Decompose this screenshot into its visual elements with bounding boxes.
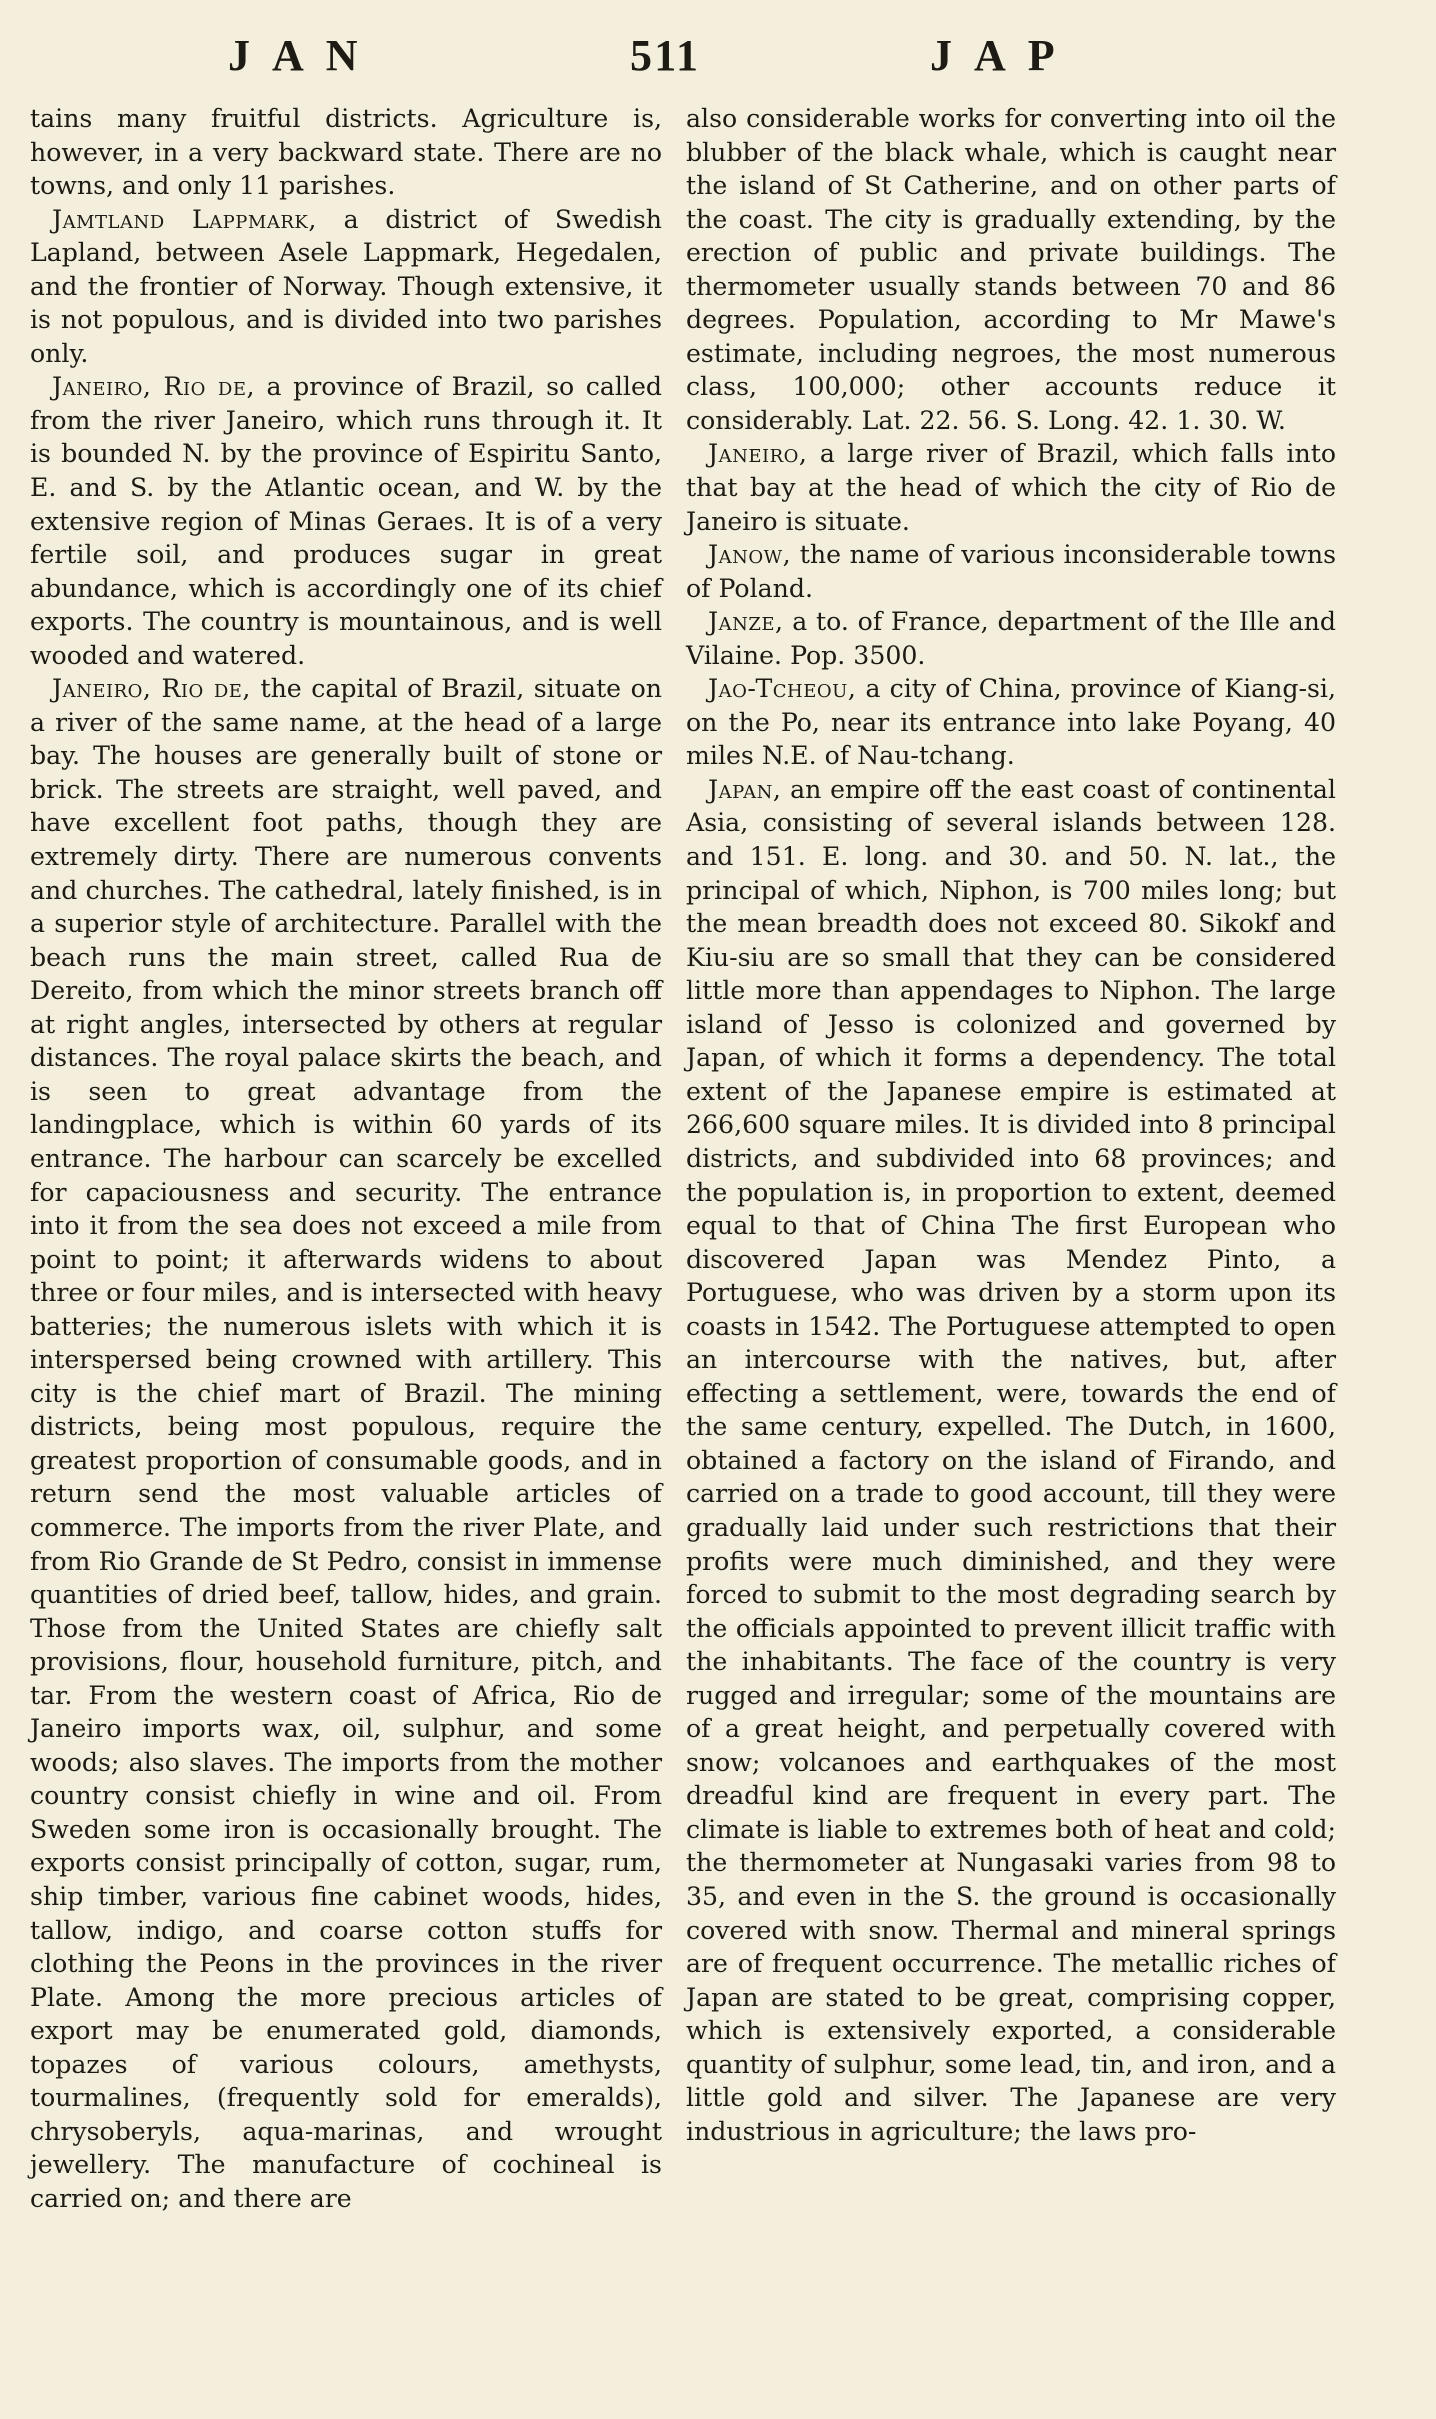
entry-headword: Jao-Tcheou, — [708, 674, 857, 704]
entry-text: a district of Swedish Lapland, between Asele Lappmark, Hegedalen, and the frontier of Norway. Though extensive, it is not populous, and is divided into two parishes only. — [30, 204, 662, 368]
entry-text: a large river of Brazil, which falls into that bay at the head of which the city of Rio de Janeiro is situate. — [686, 439, 1336, 536]
entry-text: tains many fruitful districts. Agriculture is, however, in a very backward state. There are no towns, and only 11 parishes. — [30, 104, 662, 201]
entry-text: the name of various inconsiderable towns of Poland. — [686, 540, 1336, 603]
entry-janeiro-river — [686, 437, 1336, 538]
entry-janeiro-province — [30, 370, 662, 672]
entry-headword: Janze, — [708, 607, 784, 637]
running-header — [0, 30, 1436, 90]
entry-jao-tcheou — [686, 672, 1336, 773]
entry-janow — [686, 538, 1336, 605]
entry-headword: Janeiro, Rio de, — [52, 674, 251, 704]
entry-headword: Janeiro, — [708, 439, 808, 469]
entry-janze — [686, 605, 1336, 672]
entry-text: a city of China, province of Kiang-si, on the Po, near its entrance into lake Poyang, 40 miles N.E. of Nau-tchang. — [686, 674, 1336, 771]
entry-headword: Japan, — [708, 774, 782, 804]
page-number: 511 — [630, 31, 701, 80]
entry-continuation — [686, 102, 1336, 437]
entry-text: a to. of France, department of the Ille and Vilaine. Pop. 3500. — [686, 607, 1336, 670]
header-right-guide-word: JAP — [930, 31, 1077, 80]
right-column — [686, 102, 1336, 2148]
entry-japan — [686, 773, 1336, 2148]
entry-text: also considerable works for converting into oil the blubber of the black whale, which is caught near the island of St Catherine, and on other parts of the coast. The city is gradually extending, by the erection of public and private buildings. The thermometer usually stands between 70 and 86 degrees. Population, according to Mr Mawe's estimate, including negroes, the most numerous class, 100,000; other accounts reduce it considerably. Lat. 22. 56. S. Long. 42. 1. 30. W. — [686, 104, 1336, 435]
entry-jamtland-lappmark — [30, 203, 662, 371]
left-column — [30, 102, 662, 2215]
entry-text: an empire off the east coast of continental Asia, consisting of several islands between 128. and 151. E. long. and 30. and 50. N. lat., the principal of which, Niphon, is 700 miles long; but the mean breadth does not exceed 80. Sikokf and Kiu-siu are so small that they can be considered little more than appendages to Niphon. The large island of Jesso is colonized and governed by Japan, of which it forms a dependency. The total extent of the Japanese empire is estimated at 266,600 square miles. It is divided into 8 principal districts, and subdivided into 68 provinces; and the population is, in proportion to extent, deemed equal to that of China The first European who discovered Japan was Mendez Pinto, a Portuguese, who was driven by a storm upon its coasts in 1542. The Portuguese attempted to open an intercourse with the natives, but, after effecting a settlement, were, towards the end of the same century, expelled. The Dutch, in 1600, obtained a factory on the island of Firando, and carried on a trade to good account, till they were gradually laid under such restrictions that their profits were much diminished, and they were forced to submit to the most degrading search by the officials appointed to prevent illicit traffic with the inhabitants. The face of the country is very rugged and irregular; some of the mountains are of a great height, and perpetually covered with snow; volcanoes and earthquakes of the most dreadful kind are frequent in every part. The climate is liable to extremes both of heat and cold; the thermometer at Nungasaki varies from 98 to 35, and even in the S. the ground is occasionally covered with snow. Thermal and mineral springs are of frequent occurrence. The metallic riches of Japan are stated to be great, comprising copper, which is extensively exported, a considerable quantity of sulphur, some lead, tin, and iron, and a little gold and silver. The Japanese are very industrious in agriculture; the laws pro- — [686, 774, 1336, 2146]
entry-janeiro-capital — [30, 672, 662, 2215]
entry-headword: Janow, — [708, 540, 792, 570]
entry-text: a province of Brazil, so called from the river Janeiro, which runs through it. It is bounded N. by the province of Espiritu Santo, E. and S. by the Atlantic ocean, and W. by the extensive region of Minas Geraes. It is of a very fertile soil, and produces sugar in great abundance, which is accordingly one of its chief exports. The country is mountainous, and is well wooded and watered. — [30, 372, 662, 670]
entry-text: the capital of Brazil, situate on a river of the same name, at the head of a large bay. The houses are generally built of stone or brick. The streets are straight, well paved, and have excellent foot paths, though they are extremely dirty. There are numerous convents and churches. The cathedral, lately finished, is in a superior style of architecture. Parallel with the beach runs the main street, called Rua de Dereito, from which the minor streets branch off at right angles, intersected by others at regular distances. The royal palace skirts the beach, and is seen to great advantage from the landingplace, which is within 60 yards of its entrance. The harbour can scarcely be excelled for capaciousness and security. The entrance into it from the sea does not exceed a mile from point to point; it afterwards widens to about three or four miles, and is intersected with heavy batteries; the numerous islets with which it is interspersed being crowned with artillery. This city is the chief mart of Brazil. The mining districts, being most populous, require the greatest proportion of consumable goods, and in return send the most valuable articles of commerce. The imports from the river Plate, and from Rio Grande de St Pedro, consist in immense quantities of dried beef, tallow, hides, and grain. Those from the United States are chiefly salt provisions, flour, household furniture, pitch, and tar. From the western coast of Africa, Rio de Janeiro imports wax, oil, sulphur, and some woods; also slaves. The imports from the mother country consist chiefly in wine and oil. From Sweden some iron is occasionally brought. The exports consist principally of cotton, sugar, rum, ship timber, various fine cabinet woods, hides, tallow, indigo, and coarse cotton stuffs for clothing the Peons in the provinces in the river Plate. Among the more precious articles of export may be enumerated gold, diamonds, topazes of various colours, amethysts, tourmalines, (frequently sold for emeralds), chrysoberyls, aqua-marinas, and wrought jewellery. The manufacture of cochineal is carried on; and there are — [30, 674, 662, 2213]
entry-headword: Janeiro, Rio de, — [52, 372, 255, 402]
entry-continuation — [30, 102, 662, 203]
entry-headword: Jamtland Lappmark, — [52, 204, 317, 234]
header-left-guide-word: JAN — [228, 31, 380, 80]
